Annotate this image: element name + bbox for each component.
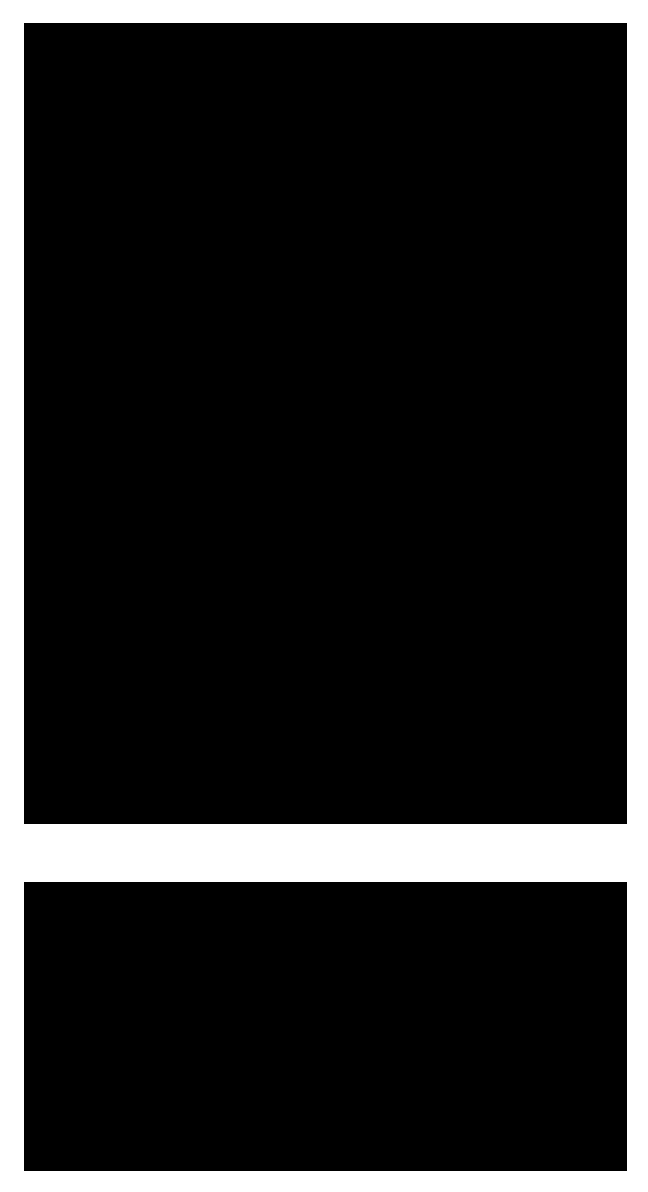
properties-sidebar xyxy=(24,882,80,1171)
universal-averages-header xyxy=(484,23,627,149)
properties-table xyxy=(24,882,627,1171)
elements-sidebar xyxy=(24,23,80,824)
elements-table xyxy=(24,23,627,824)
